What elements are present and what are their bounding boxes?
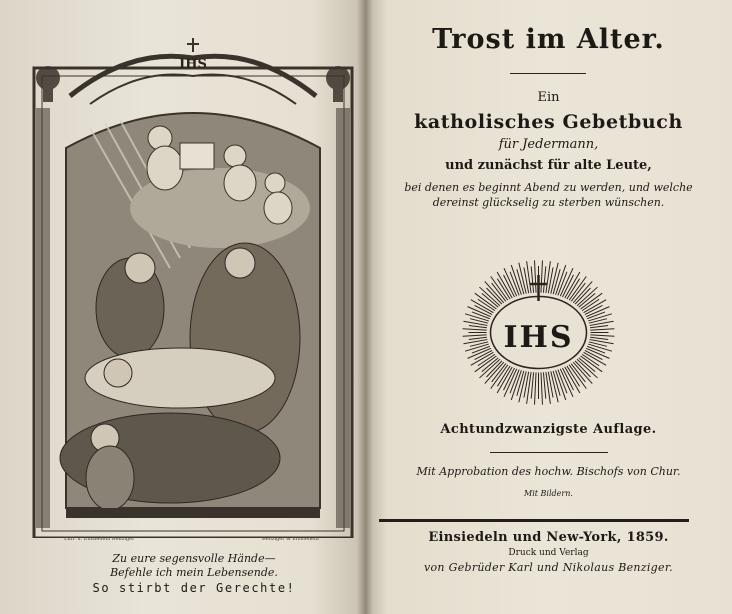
engraving-art — [30, 38, 356, 538]
book-gutter — [357, 0, 373, 614]
caption-line-3: So stirbt der Gerechte! — [92, 581, 296, 595]
approbation-note: Mit Approbation des hochw. Bischofs von Chur. — [416, 465, 681, 478]
subtitle-dereinst: dereinst glückselig zu sterben wünschen. — [432, 196, 665, 209]
frontispiece-engraving — [30, 38, 356, 548]
subtitle-bei-denen: bei denen es beginnt Abend zu werden, und welche — [404, 181, 693, 194]
imprint-rule — [379, 519, 689, 522]
caption-line-1: Zu eure segensvolle Hände— — [112, 552, 276, 565]
seal-monogram: IHS — [503, 320, 574, 355]
edition-rule — [490, 452, 608, 453]
subtitle-heading: katholisches Gebetbuch — [414, 111, 683, 133]
ihs-sunburst-emblem — [451, 255, 626, 410]
subtitle-zunachst: und zunächst für alte Leute, — [445, 158, 652, 173]
publisher-place-year: Einsiedeln und New-York, 1859. — [428, 530, 669, 545]
printer-names: von Gebrüder Karl und Nikolaus Benziger. — [424, 561, 673, 574]
engraving-credit-left: Lith. u. Einsiedeln Benziger — [64, 536, 135, 542]
title-page — [365, 0, 732, 614]
caption-line-2: Befehle ich mein Lebensende. — [110, 566, 278, 579]
subtitle-ein: Ein — [537, 90, 560, 105]
engraving-credit-right: Benziger & Einsiedeln — [262, 536, 319, 542]
title-rule — [510, 73, 586, 74]
illustrations-note: Mit Bildern. — [524, 489, 573, 498]
frontispiece-page — [0, 0, 365, 614]
edition-note: Achtundzwanzigste Auflage. — [440, 422, 657, 437]
subtitle-fur: für Jedermann, — [498, 137, 599, 152]
crest-monogram: IHS — [179, 57, 207, 72]
printer-label: Druck und Verlag — [508, 548, 589, 558]
book-title: Trost im Alter. — [432, 24, 665, 55]
